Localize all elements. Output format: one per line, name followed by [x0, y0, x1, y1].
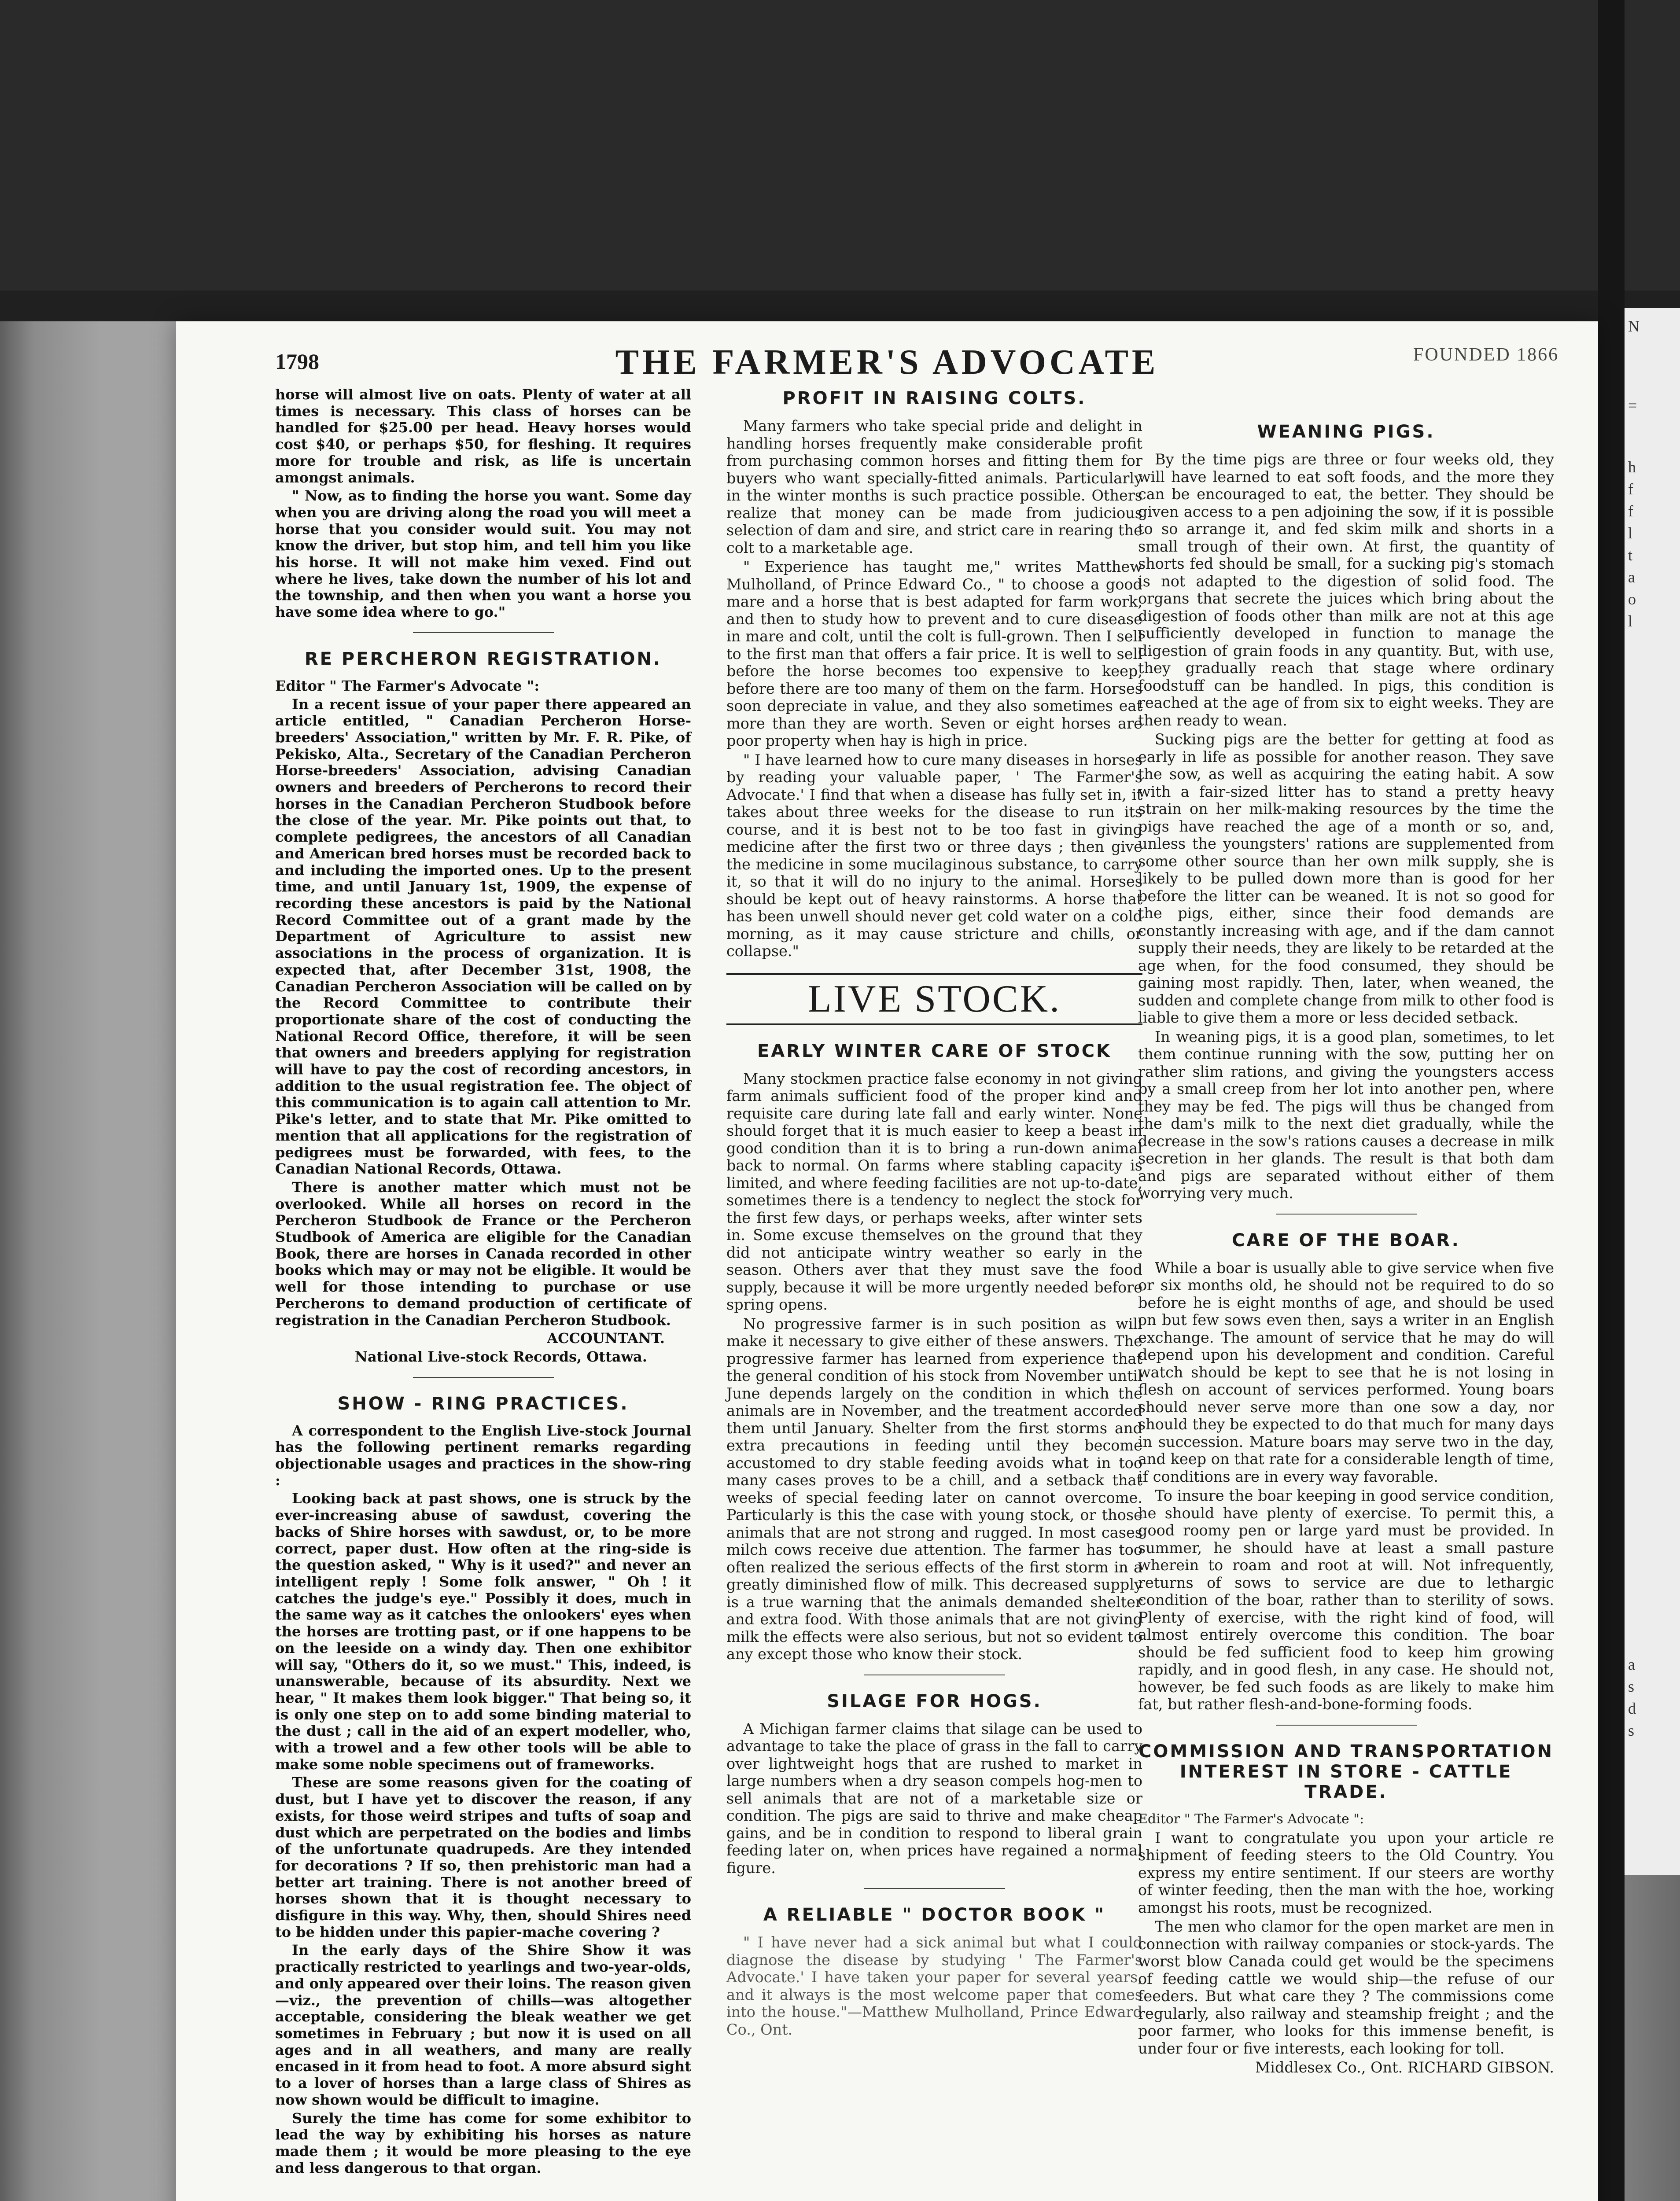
intro-article	[275, 386, 691, 621]
next-page-fragment: t	[1628, 546, 1633, 564]
next-page-fragment: s	[1628, 1678, 1635, 1695]
weaning-article	[1138, 451, 1554, 1202]
paragraph: Looking back at past shows, one is struck by the ever-increasing abuse of sawdust, covering the backs of Shire horses with sawdust, or, to be more correct, paper dust. How often at the ring-side is the question asked, " Why is it used?" and never an intelligent reply ! Some folk answer, " Oh ! it catches the judge's eye." Possibly it does, much in the same way as it catches the onlookers' eyes when the horses are trotting past, or if one happens to be on the leeside on a windy day. Then one exhibitor will say, "Others do it, so we must." This, indeed, is unanswerable, because of its absurdity. Next we hear, " It makes them look bigger." That being so, it is only one step on to add some binding material to the dust ; call in the aid of an expert modeller, who, with a trowel and a few other tools will be able to make some noble specimens out of frameworks.	[275, 1490, 691, 1773]
section-banner: LIVE STOCK.	[726, 973, 1142, 1025]
paragraph: To insure the boar keeping in good service condition, he should have plenty of exercise. To permit this, a good roomy pen or large yard must be provided. In summer, he should have at least a small pasture wherein to roam and root at will. Not infrequently, returns of sows to service are due to lethargic condition of the boar, rather than to sterility of sows. Plenty of exercise, with the right kind of food, will almost entirely overcome this condition. The boar should be fed sufficient food to keep him growing rapidly, and in good flesh, in any case. He should not, however, be fed such foods as are likely to make him fat, but rather flesh-and-bone-forming foods.	[1138, 1487, 1554, 1713]
showring-article	[275, 1423, 691, 2177]
paragraph: In weaning pigs, it is a good plan, sometimes, to let them continue running with the sow, putting her on rather slim rations, and giving the youngsters access by a small creep from her lot into another pen, where they may be fed. The pigs will thus be changed from the dam's milk to the next diet gradually, while the decrease in the sow's rations causes a decrease in milk secretion in her glands. The result is that both dam and pigs are separated without either of them worrying very much.	[1138, 1028, 1554, 1202]
column-left	[275, 386, 691, 2178]
divider	[1276, 1725, 1417, 1726]
paragraph: There is another matter which must not be overlooked. While all horses on record in the Percheron Studbook de France or the Percheron Studbook of America are eligible for the Canadian Book, there are horses in Canada recorded in other books which may or may not be eligible. It would be well for those intending to purchase or use Percherons to demand production of certificate of registration in the Canadian Percheron Studbook.	[275, 1178, 691, 1329]
page-number: 1798	[275, 349, 319, 374]
paragraph: Surely the time has come for some exhibitor to lead the way by exhibiting his horses as nature made them ; it would be more pleasing to the eye and less dangerous to that organ.	[275, 2109, 691, 2176]
next-page-fragment: o	[1628, 590, 1636, 608]
article-title: A RELIABLE " DOCTOR BOOK "	[763, 1905, 1106, 1925]
paragraph: Many stockmen practice false economy in not giving farm animals sufficient food of the proper kind and requisite care during late fall and early winter. None should forget that it is much easier to keep a beast in good condition than it is to bring a run-down animal back to normal. On farms where stabling capacity is limited, and where feeding facilities are not up-to-date, sometimes there is a tendency to neglect the stock for the first few days, or perhaps weeks, after winter sets in. Some excuse themselves on the ground that they did not anticipate wintry weather so early in the season. Others aver that they must save the food supply, because it will be more urgently needed before spring opens.	[726, 1070, 1142, 1313]
next-page-fragment: f	[1628, 480, 1633, 498]
newspaper-page	[176, 321, 1598, 2201]
scanner-top-edge	[0, 291, 1680, 321]
boar-article	[1138, 1259, 1554, 1713]
article-title: WEANING PIGS.	[1257, 422, 1435, 442]
colts-article	[726, 417, 1142, 960]
paragraph: A Michigan farmer claims that silage can be used to advantage to take the place of grass in the fall to carry over lightweight hogs that are rushed to market in large numbers when a dry season compels hog-men to sell animals that are not of a marketable size or condition. The pigs are said to thrive and make cheap gains, and be in condition to respond to liberal grain feeding later on, when prices have regained a normal figure.	[726, 1720, 1142, 1877]
masthead: THE FARMER'S ADVOCATE	[615, 343, 1159, 382]
paragraph: While a boar is usually able to give service when five or six months old, he should not be required to do so before he is eight months of age, and should be used on but few sows even then, says a writer in an English exchange. The amount of service that he may do will depend upon his development and condition. Careful watch should be kept to see that he is not losing in flesh on account of services performed. Young boars should never serve more than one sow a day, nor should they be expected to do that much for many days in succession. Mature boars may serve two in the day, and keep on that rate for a considerable length of time, if conditions are in every way favorable.	[1138, 1259, 1554, 1485]
paragraph: By the time pigs are three or four weeks old, they will have learned to eat soft foods, and the more they can be encouraged to eat, the better. They should be given access to a pen adjoining the sow, if it is possible to so arrange it, and fed skim milk and shorts in a small trough of their own. At first, the quantity of shorts fed should be small, for a sucking pig's stomach is not adapted to the digestion of solid food. The organs that secrete the juices which bring about the digestion of foods other than milk are not at this age sufficiently developed in function to manage the digestion of grain foods in any quantity. But, with use, they gradually reach that stage where ordinary foodstuff can be handled. In pigs, this condition is reached at the age of from six to eight weeks. They are then ready to wean.	[1138, 451, 1554, 729]
signature: Middlesex Co., Ont. RICHARD GIBSON.	[1255, 2059, 1554, 2076]
next-page-fragment: N	[1628, 317, 1639, 335]
editor-line: Editor " The Farmer's Advocate ":	[1138, 1811, 1364, 1827]
paragraph: " Experience has taught me," writes Matthew Mulholland, of Prince Edward Co., " to choose a good mare and a horse that is best adapted for farm work, and then to study how to prevent and to cure disease in mare and colt, until the colt is full-grown. Then I sell to the first man that offers a fair price. It is well to sell before the horse becomes too expensive to keep, before there are too many of them on the farm. Horses soon depreciate in value, and they also sometimes eat more than they are worth. Seven or eight horses are poor property when hay is high in price.	[726, 558, 1142, 749]
paragraph: A correspondent to the English Live-stock Journal has the following pertinent remarks regarding objectionable usages and practices in the show-ring :	[275, 1422, 691, 1489]
paragraph: In a recent issue of your paper there appeared an article entitled, " Canadian Percheron Horse-breeders' Association," written by Mr. F. R. Pike, of Pekisko, Alta., Secretary of the Canadian Percheron Horse-breeders' Association, advising Canadian owners and breeders of Percherons to record their horses in the Canadian Percheron Studbook before the close of the year. Mr. Pike points out that, to complete pedigrees, the ancestors of all Canadian and American bred horses must be recorded back to and including the imported ones. Up to the present time, and until January 1st, 1909, the expense of recording these ancestors is paid by the National Record Committee out of a grant made by the Department of Agriculture to assist new associations in the process of organization. It is expected that, after December 31st, 1908, the Canadian Percheron Association will be called on by the Record Committee to contribute their proportionate share of the cost of conducting the National Record Office, therefore, it will be seen that owners and breeders applying for registration will have to pay the cost of recording ancestors, in addition to the usual registration fee. The object of this communication is to again call attention to Mr. Pike's letter, and to state that Mr. Pike omitted to mention that all applications for the registration of pedigrees must be forwarded, with fees, to the Canadian National Records, Ottawa.	[275, 696, 691, 1178]
paragraph: No progressive farmer is in such position as will make it necessary to give either of these answers. The progressive farmer has learned from experience that the general condition of his stock from November until June depends largely on the condition in which the animals are in November, and the treatment accorded them until January. Shelter from the first storms and extra precautions in feeding until they become accustomed to dry stable feeding avoids what in too many cases proves to be a chill, and a setback that weeks of special feeding later on cannot overcome. Particularly is this the case with young stock, or those animals that are not strong and rugged. In most cases milch cows receive due attention. The farmer has too often realized the serious effects of the first storm in a greatly diminished flow of milk. This decreased supply is a true warning that the animals demanded shelter and extra food. With those animals that are not giving milk the effects were also serious, but not so evident to any except those who know their stock.	[726, 1315, 1142, 1663]
commission-article	[1138, 1811, 1554, 2076]
paragraph: I want to congratulate you upon your article re shipment of feeding steers to the Old Country. You express my entire sentiment. If our steers are worthy of winter feeding, then the man with the hoe, working amongst his roots, must be recognized.	[1138, 1829, 1554, 1916]
next-page-fragment: d	[1628, 1700, 1636, 1717]
divider	[1276, 1214, 1417, 1215]
signature: ACCOUNTANT.	[547, 1330, 665, 1347]
scanner-top-band	[0, 0, 1680, 321]
paragraph: " I have learned how to cure many diseases in horses by reading your valuable paper, ' The Farmer's Advocate.' I find that when a disease has fully set in, it takes about three weeks for the disease to run its course, and it is best not to be too fast in giving medicine after the first two or three days ; then give the medicine in some mucilaginous substance, to carry it, so that it will do no injury to the animal. Horses should be kept out of heavy rainstorms. A horse that has been unwell should never get cold water on a cold morning, as it may cause stricture and chills, or collapse."	[726, 751, 1142, 960]
next-page-fragment: h	[1628, 458, 1636, 476]
doctor-book-article	[726, 1934, 1142, 2038]
next-page-edge	[1625, 308, 1680, 1875]
divider	[413, 632, 554, 633]
next-page-fragment: l	[1628, 612, 1633, 630]
article-title: SHOW - RING PRACTICES.	[337, 1393, 629, 1414]
column-middle	[726, 386, 1142, 2040]
paragraph: " I have never had a sick animal but what I could diagnose the disease by studying ' The Farmer's Advocate.' I have taken your paper for several years, and it always is the most welcome paper that comes into the house."—Matthew Mulholland, Prince Edward Co., Ont.	[726, 1934, 1142, 2038]
next-page-fragment: a	[1628, 1656, 1635, 1673]
next-page-fragment: a	[1628, 568, 1635, 586]
article-title: PROFIT IN RAISING COLTS.	[782, 388, 1087, 409]
winter-care-article	[726, 1070, 1142, 1663]
next-page-fragment: s	[1628, 1722, 1635, 1739]
article-title: RE PERCHERON REGISTRATION.	[304, 648, 662, 669]
editor-line: Editor " The Farmer's Advocate ":	[275, 677, 540, 694]
paragraph: Many farmers who take special pride and delight in handling horses frequently make considerable profit from purchasing common horses and fitting them for buyers who want specially-fitted animals. Particularly in the winter months is such practice possible. Others realize that money can be made from judicious selection of dam and sire, and strict care in rearing the colt to a marketable age.	[726, 417, 1142, 556]
paragraph: The men who clamor for the open market are men in connection with railway companies or stock-yards. The worst blow Canada could get would be the specimens of feeding cattle we would ship—the refuse of our feeders. But what care they ? The commissions come regularly, also railway and steamship freight ; and the poor farmer, who looks for this immense benefit, is under four or five interests, each looking for toll.	[1138, 1918, 1554, 2057]
divider	[413, 1377, 554, 1378]
paragraph: horse will almost live on oats. Plenty of water at all times is necessary. This class of horses can be handled for $25.00 per head. Heavy horses would cost $40, or perhaps $50, for fleshing. It requires more for trouble and risk, as life is uncertain amongst animals.	[275, 386, 691, 486]
page-header	[176, 321, 1598, 383]
next-page-fragment: l	[1628, 524, 1633, 542]
next-page-fragment: =	[1628, 397, 1637, 414]
article-title: COMMISSION AND TRANSPORTATION INTEREST IN STORE - CATTLE TRADE.	[1138, 1741, 1554, 1802]
column-right	[1138, 386, 1554, 2078]
page-gutter	[1598, 0, 1625, 2201]
paragraph: In the early days of the Shire Show it was practically restricted to yearlings and two-year-olds, and only appeared over their loins. The reason given—viz., the prevention of chills—was altogether acceptable, considering the bleak weather we get sometimes in February ; but now it is used on all ages and in all weathers, and many are really encased in it from head to foot. A more absurd sight to a lover of horses than a large class of Shires as now shown would be difficult to imagine.	[275, 1942, 691, 2108]
paragraph: Sucking pigs are the better for getting at food as early in life as possible for another reason. They save the sow, as well as acquiring the eating habit. A sow with a fair-sized litter has to stand a pretty heavy strain on her milk-making resources by the time the pigs have reached the age of a month or so, and, unless the youngsters' rations are supplemented from some other source than her own milk supply, she is likely to be pulled down more than is good for her before the litter can be weaned. It is not so good for the pigs, either, since their food demands are constantly increasing with age, and if the dam cannot supply their needs, they are likely to be retarded at the age when, for the food consumed, they should be gaining most rapidly. Then, later, when weaned, the sudden and complete change from milk to other food is liable to give them a more or less decided setback.	[1138, 731, 1554, 1026]
divider	[864, 1888, 1005, 1889]
article-title: EARLY WINTER CARE OF STOCK	[757, 1041, 1112, 1061]
next-page-fragment: f	[1628, 502, 1633, 520]
paragraph: These are some reasons given for the coating of dust, but I have yet to discover the reason, if any exists, for those weird stripes and tufts of soap and dust which are perpetrated on the bodies and limbs of the unfortunate quadrupeds. Are they intended for decorations ? If so, then prehistoric man had a better art training. There is not another breed of horses shown that it is thought necessary to disfigure in this way. Why, then, should Shires need to be hidden under this papier-mache covering ?	[275, 1774, 691, 1940]
article-title: CARE OF THE BOAR.	[1232, 1230, 1460, 1251]
percheron-article	[275, 678, 691, 1366]
founded-line: FOUNDED 1866	[1413, 345, 1559, 365]
silage-article	[726, 1720, 1142, 1877]
paragraph: " Now, as to finding the horse you want. Some day when you are driving along the road you will meet a horse that you consider would suit. You may not know the driver, but stop him, and tell him you like his horse. It will not make him vexed. Find out where he lives, take down the number of his lot and the township, and then when you want a horse you have some idea where to go."	[275, 487, 691, 621]
signature-place: National Live-stock Records, Ottawa.	[354, 1348, 647, 1365]
article-title: SILAGE FOR HOGS.	[827, 1691, 1042, 1711]
